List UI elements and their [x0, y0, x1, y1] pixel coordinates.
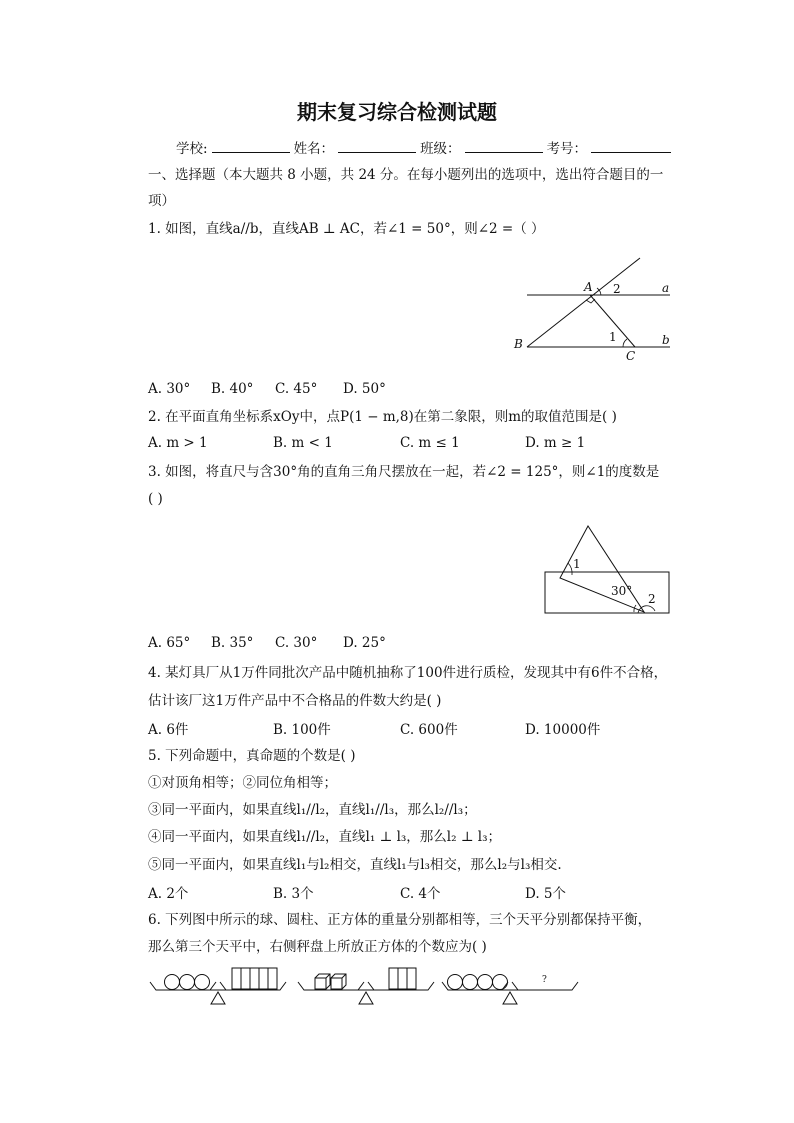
fig1-label-C: C [626, 349, 636, 363]
exam-no-blank[interactable] [591, 137, 671, 153]
q1-option-d[interactable]: D. 50° [343, 381, 386, 397]
question-3-stem: 3. 如图，将直尺与含30°角的直角三角尺摆放在一起，若∠2 = 125°，则∠1的度数是 [148, 464, 660, 480]
question-2-stem: 2. 在平面直角坐标系xOy中，点P(1 − m,8)在第二象限，则m的取值范围是( ) [148, 409, 617, 425]
balance-1 [150, 968, 286, 1004]
q4-option-a[interactable]: A. 6件 [148, 722, 189, 738]
cylinder-icon [232, 968, 241, 989]
question-4-stem-cont: 估计该厂这1万件产品中不合格品的件数大约是( ) [148, 693, 442, 709]
cylinder-icon [259, 968, 268, 989]
question-1-options [148, 381, 748, 401]
fig3-label-30: 30° [611, 584, 633, 598]
ball-icon [463, 975, 478, 990]
q5-option-d[interactable]: D. 5个 [525, 886, 567, 902]
student-info-row [176, 137, 671, 157]
cylinder-icon [389, 968, 398, 989]
question-3-figure [540, 523, 675, 618]
cylinder-icon [398, 968, 407, 989]
school-blank[interactable] [212, 137, 290, 153]
balance-2 [298, 968, 434, 1004]
cylinder-icon [407, 968, 416, 989]
fig1-label-B: B [514, 337, 523, 351]
ball-icon [448, 975, 463, 990]
q2-option-a[interactable]: A. m > 1 [148, 435, 208, 451]
exam-no-label: 考号： [546, 141, 588, 157]
q3-option-c[interactable]: C. 30° [275, 635, 318, 651]
question-6-stem: 6. 下列图中所示的球、圆柱、正方体的重量分别都相等，三个天平分别都保持平衡， [148, 912, 652, 928]
q1-option-a[interactable]: A. 30° [148, 381, 191, 397]
question-4-options [148, 718, 748, 738]
question-6-stem-cont: 那么第三个天平中，右侧秤盘上所放正方体的个数应为( ) [148, 939, 487, 955]
q4-option-d[interactable]: D. 10000件 [525, 722, 601, 738]
cube-icon [315, 974, 330, 989]
balance-3 [442, 975, 578, 1005]
question-mark-label: ? [542, 975, 547, 985]
class-label: 班级： [420, 141, 461, 157]
ball-icon [493, 975, 508, 990]
q5-option-a[interactable]: A. 2个 [148, 886, 189, 902]
question-2-options [148, 435, 748, 455]
cylinder-icon [241, 968, 250, 989]
fig3-label-2: 2 [648, 592, 656, 606]
q5-statement-3: ③同一平面内，如果直线l₁//l₂，直线l₁//l₃，那么l₂//l₃； [148, 802, 477, 818]
question-1-figure [510, 255, 680, 365]
q5-statement-4: ④同一平面内，如果直线l₁//l₂，直线l₁ ⊥ l₃，那么l₂ ⊥ l₃； [148, 829, 502, 845]
question-1-stem: 1. 如图，直线a//b，直线AB ⊥ AC，若∠1 = 50°，则∠2 =（ ） [148, 221, 545, 237]
name-blank[interactable] [338, 137, 416, 153]
ball-icon [478, 975, 493, 990]
q4-option-c[interactable]: C. 600件 [400, 722, 458, 738]
page-title: 期末复习综合检测试题 [297, 100, 497, 124]
q2-option-d[interactable]: D. m ≥ 1 [525, 435, 586, 451]
fig3-label-1: 1 [573, 557, 581, 571]
balance-figure [148, 962, 588, 1010]
q5-option-b[interactable]: B. 3个 [273, 886, 314, 902]
class-blank[interactable] [465, 137, 543, 153]
question-3-stem-cont: ( ) [148, 491, 163, 507]
section-heading-cont: 项） [148, 193, 175, 209]
name-label: 姓名： [293, 141, 335, 157]
fig1-label-2: 2 [613, 282, 621, 296]
section-heading: 一、选择题（本大题共 8 小题，共 24 分。在每小题列出的选项中，选出符合题目的一 [148, 167, 664, 183]
q3-option-b[interactable]: B. 35° [211, 635, 254, 651]
cube-icon [331, 974, 346, 989]
cylinder-icon [250, 968, 259, 989]
q3-option-d[interactable]: D. 25° [343, 635, 386, 651]
q5-statement-1-2: ①对顶角相等；②同位角相等； [148, 775, 337, 791]
fig1-label-a: a [662, 281, 670, 295]
question-4-stem: 4. 某灯具厂从1万件同批次产品中随机抽称了100件进行质检，发现其中有6件不合格， [148, 665, 668, 681]
ball-icon [180, 975, 195, 990]
fig1-label-b: b [662, 333, 670, 347]
question-3-options [148, 635, 748, 655]
ball-icon [165, 975, 180, 990]
question-5-options [148, 882, 748, 902]
q5-option-c[interactable]: C. 4个 [400, 886, 441, 902]
q3-option-a[interactable]: A. 65° [148, 635, 191, 651]
q1-option-c[interactable]: C. 45° [275, 381, 318, 397]
school-label: 学校: [176, 141, 208, 157]
ball-icon [195, 975, 210, 990]
q2-option-c[interactable]: C. m ≤ 1 [400, 435, 460, 451]
fig1-label-1: 1 [609, 330, 617, 344]
q2-option-b[interactable]: B. m < 1 [273, 435, 333, 451]
q5-statement-5: ⑤同一平面内，如果直线l₁与l₂相交，直线l₁与l₃相交，那么l₂与l₃相交. [148, 857, 562, 873]
question-5-stem: 5. 下列命题中，真命题的个数是( ) [148, 748, 356, 764]
fig1-label-A: A [584, 280, 593, 294]
q4-option-b[interactable]: B. 100件 [273, 722, 331, 738]
cylinder-icon [268, 968, 277, 989]
q1-option-b[interactable]: B. 40° [211, 381, 254, 397]
